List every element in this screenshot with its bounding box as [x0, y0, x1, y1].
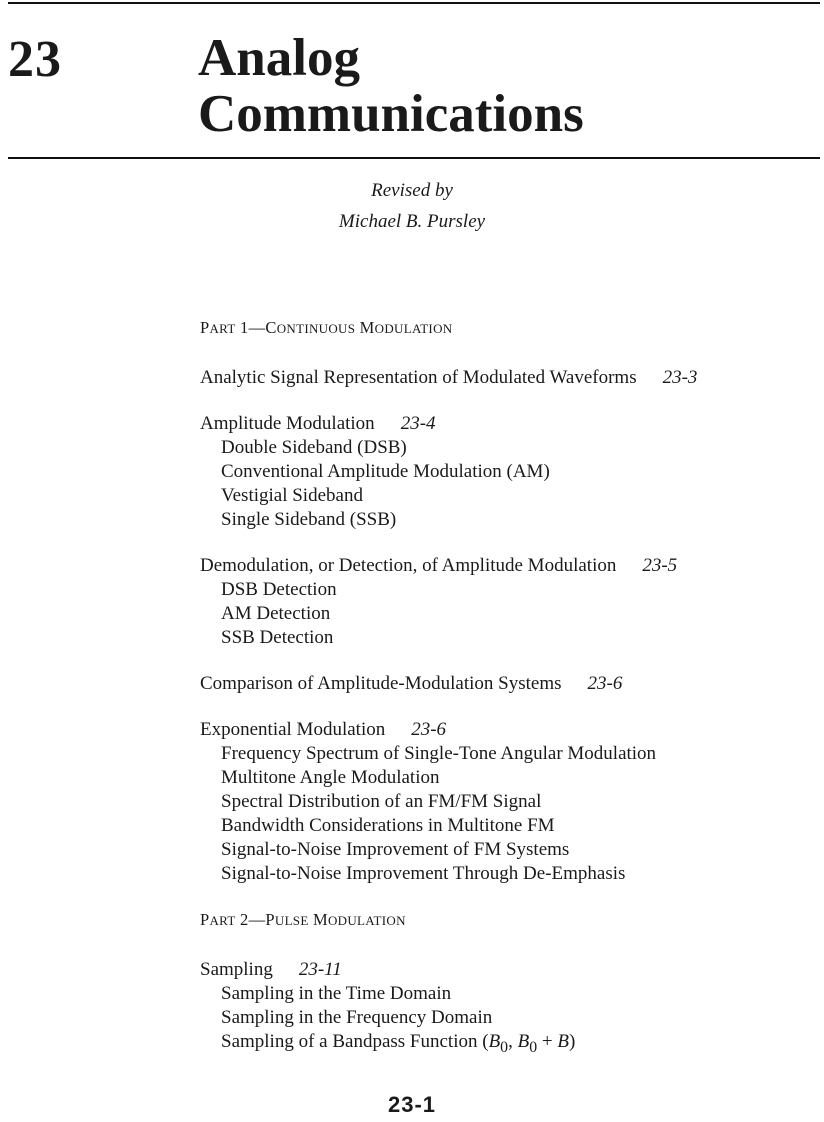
subsection-entry: Signal-to-Noise Improvement of FM Systems	[221, 839, 570, 860]
section-title: Sampling	[200, 959, 273, 980]
subsection-entry: Signal-to-Noise Improvement Through De-Emphasis	[221, 863, 626, 884]
chapter-title-line-2: Communications	[198, 85, 584, 143]
subsection-entry: Sampling in the Frequency Domain	[221, 1007, 493, 1028]
section-entry	[200, 672, 800, 696]
section-page-number: 23-11	[298, 959, 342, 980]
section-entry	[200, 412, 800, 436]
section-page-number: 23-6	[587, 673, 623, 694]
title-rule	[8, 157, 820, 159]
subsection-entry: AM Detection	[221, 603, 331, 624]
subsection-entry: Conventional Amplitude Modulation (AM)	[221, 461, 550, 482]
subsection-entry: DSB Detection	[221, 579, 337, 600]
section-entry	[200, 554, 800, 578]
part-heading: PART 1—CONTINUOUS MODULATION	[200, 318, 453, 337]
subsection-entry: SSB Detection	[221, 627, 334, 648]
subsection-entry: Frequency Spectrum of Single-Tone Angular Modulation	[221, 743, 657, 764]
section-entry	[200, 958, 800, 982]
toc-section	[200, 366, 800, 390]
subsection-entry: Multitone Angle Modulation	[221, 767, 440, 788]
toc-section	[200, 718, 800, 886]
section-page-number: 23-6	[411, 719, 447, 740]
subsection-entry: Sampling in the Time Domain	[221, 983, 452, 1004]
chapter-number: 23	[8, 31, 62, 88]
subsection-entry: Double Sideband (DSB)	[221, 437, 407, 458]
part-heading: PART 2—PULSE MODULATION	[200, 910, 406, 929]
subsection-entry: Vestigial Sideband	[221, 485, 363, 506]
toc-section	[200, 672, 800, 696]
toc-section	[200, 412, 800, 532]
subsection-entry: Sampling of a Bandpass Function ($B_0$, $B_0 + B$)	[221, 1031, 576, 1056]
author-name: Michael B. Pursley	[338, 211, 486, 232]
section-page-number: 23-5	[642, 555, 678, 576]
toc-section	[200, 958, 800, 1060]
revised-by-label: Revised by	[371, 180, 453, 201]
section-page-number: 23-3	[662, 367, 698, 388]
subsection-entry: Spectral Distribution of an FM/FM Signal	[221, 791, 542, 812]
section-title: Demodulation, or Detection, of Amplitude Modulation	[200, 555, 617, 576]
chapter-title-line-1: Analog	[198, 29, 360, 87]
section-title: Analytic Signal Representation of Modulated Waveforms	[200, 367, 637, 388]
section-page-number: 23-4	[400, 413, 436, 434]
subsection-entry: Single Sideband (SSB)	[221, 509, 397, 530]
toc-section	[200, 554, 800, 650]
section-title: Exponential Modulation	[200, 719, 386, 740]
section-entry	[200, 366, 800, 390]
section-entry	[200, 718, 800, 742]
section-title: Amplitude Modulation	[200, 413, 375, 434]
section-title: Comparison of Amplitude-Modulation Systems	[200, 673, 562, 694]
table-of-contents	[200, 316, 800, 1082]
subsection-entry: Bandwidth Considerations in Multitone FM	[221, 815, 555, 836]
top-rule	[8, 2, 820, 4]
page-number: 23-1	[387, 1092, 437, 1117]
chapter-title	[198, 30, 584, 142]
